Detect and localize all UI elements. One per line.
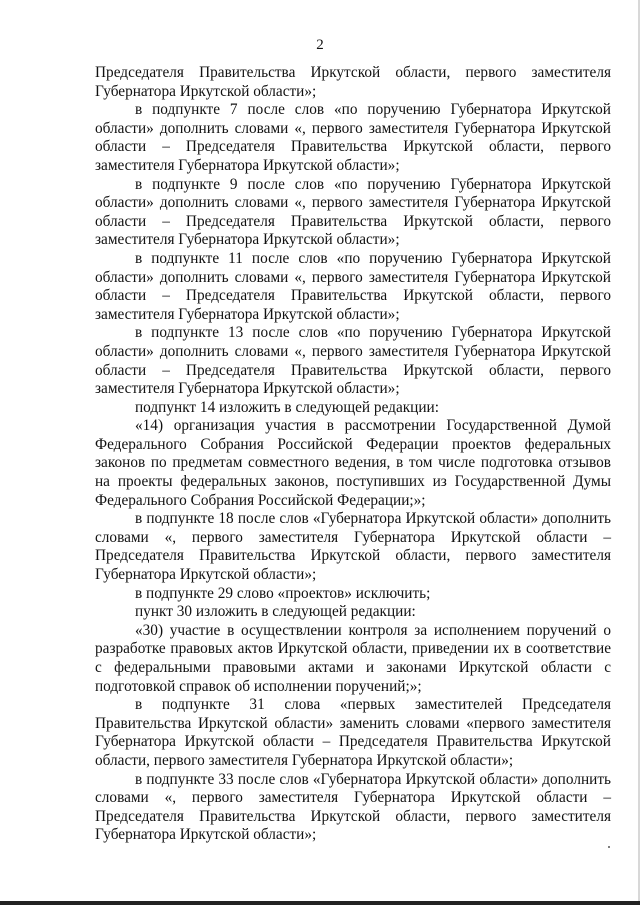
paragraph-7: «14) организация участия в рассмотрении Государственной Думой Федерального Собрания Российской Федерации проектов федеральных законов по предметам совместного ведения, в том числе подготовка отзывов на проекты федеральных законов, поступивших из Государственной Думы Федерального Собрания Российской Федерации;»; [95,417,611,509]
paragraph-10: пункт 30 изложить в следующей редакции: [135,603,416,621]
document-body [95,64,611,845]
scan-bottom-edge [0,901,640,905]
paragraph-5: в подпункте 13 после слов «по поручению Губернатора Иркутской области» дополнить словами «, первого заместителя Губернатора Иркутской области – Председателя Правительства Иркутской области, первого заместителя Губернатора Иркутской области»; [95,324,611,398]
paragraph-8: в подпункте 18 после слов «Губернатора Иркутской области» дополнить словами «, первого заместителя Губернатора Иркутской области – Председателя Правительства Иркутской области, первого заместителя Губернатора Иркутской области»; [95,510,611,584]
paragraph-3: в подпункте 9 после слов «по поручению Губернатора Иркутской области» дополнить словами «, первого заместителя Губернатора Иркутской области – Председателя Правительства Иркутской области, первого заместителя Губернатора Иркутской области»; [95,175,611,249]
page-number: 2 [316,37,324,53]
paragraph-1: Председателя Правительства Иркутской области, первого заместителя Губернатора Иркутской области»; [95,64,611,100]
paragraph-9: в подпункте 29 слово «проектов» исключить; [135,584,431,602]
paragraph-11: «30) участие в осуществлении контроля за исполнением поручений о разработке правовых актов Иркутской области, приведении их в соответствие с федеральными правовыми актами и законами Иркутской области с подготовкой справок об исполнении поручений;»; [95,621,611,695]
paragraph-6: подпункт 14 изложить в следующей редакции: [135,398,439,416]
paragraph-4: в подпункте 11 после слов «по поручению Губернатора Иркутской области» дополнить словами «, первого заместителя Губернатора Иркутской области – Председателя Правительства Иркутской области, первого заместителя Губернатора Иркутской области»; [95,249,611,323]
paragraph-12: в подпункте 31 слова «первых заместителей Председателя Правительства Иркутской области» заменить словами «первого заместителя Губернатора Иркутской области – Председателя Правительства Иркутской области, первого заместителя Губернатора Иркутской области»; [95,696,611,769]
paragraph-2: в подпункте 7 после слов «по поручению Губернатора Иркутской области» дополнить словами «, первого заместителя Губернатора Иркутской области – Председателя Правительства Иркутской области, первого заместителя Губернатора Иркутской области»; [95,101,611,174]
scan-speck [608,846,610,848]
paragraph-13: в подпункте 33 после слов «Губернатора Иркутской области» дополнить словами «, первого заместителя Губернатора Иркутской области – Председателя Правительства Иркутской области, первого заместителя Губернатора Иркутской области»; [95,770,611,844]
